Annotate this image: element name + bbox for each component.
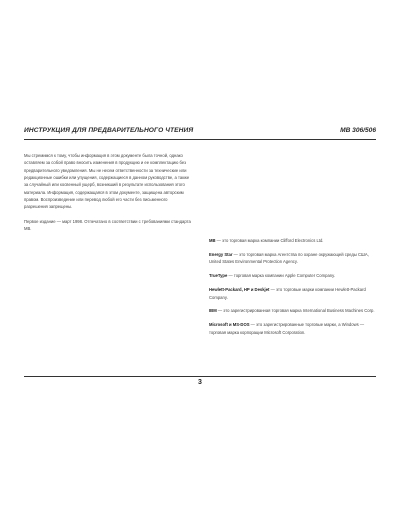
trademark-item	[209, 286, 377, 301]
trademark-text: — это торговая марка компании Clifford Electronics Ltd.	[215, 238, 324, 243]
footer-divider	[24, 376, 376, 377]
trademark-text: — это торговые марки компании Hewlett-Packard Company.	[209, 287, 366, 300]
edition-paragraph: Первое издание — март 1998. Отпечатано в соответствии с требованиями стандарта MB.	[24, 218, 191, 232]
trademark-name: Microsoft и MS-DOS	[209, 322, 250, 328]
trademark-item	[209, 321, 377, 336]
trademarks-column	[209, 237, 377, 343]
trademark-name: MB	[209, 238, 216, 243]
header-divider	[24, 139, 376, 140]
trademark-name: IBM	[209, 308, 217, 314]
page-number: 3	[198, 379, 202, 386]
trademark-text: — это зарегистрированная торговая марка International Business Machines Corp.	[216, 308, 375, 314]
trademark-name: Energy Star	[209, 251, 233, 257]
trademark-text: — это зарегистрированные торговые марки, а Windows — торговая марка корпорации Microsoft Corporation.	[209, 322, 365, 335]
trademark-item	[209, 237, 377, 244]
trademark-name: Hewlett-Packard, HP и Deskjet	[209, 287, 270, 293]
trademark-item	[209, 272, 377, 279]
intro-column	[24, 152, 192, 239]
trademark-item	[209, 307, 377, 314]
page-header	[24, 127, 376, 139]
document-title: ИНСТРУКЦИЯ ДЛЯ ПРЕДВАРИТЕЛЬНОГО ЧТЕНИЯ	[24, 127, 194, 134]
trademark-text: — это торговая марка Агентства по охране окружающей среды США, United States Environmental Protection Agency.	[209, 251, 369, 265]
trademark-item	[209, 251, 377, 266]
model-number: MB 306/506	[340, 127, 376, 134]
intro-paragraph: Мы стремимся к тому, чтобы информация в этом документе была точной, однако оставляем за собой право вносить изменения в продукцию и ее комплектацию без предварительного уведомления. Мы не несем ответственности за технические или редакционные ошибки или упущения, содержащиеся в данном руководстве, а также за случайный или косвенный ущерб, возникший в результате использования этого материала. Информация, содержащаяся в этом документе, защищена авторским правом. Воспроизведение или перевод любой его части без письменного разрешения запрещены.	[24, 153, 190, 210]
trademark-text: — торговая марка компании Apple Computer Company.	[227, 273, 336, 279]
trademark-name: TrueType	[209, 273, 228, 279]
